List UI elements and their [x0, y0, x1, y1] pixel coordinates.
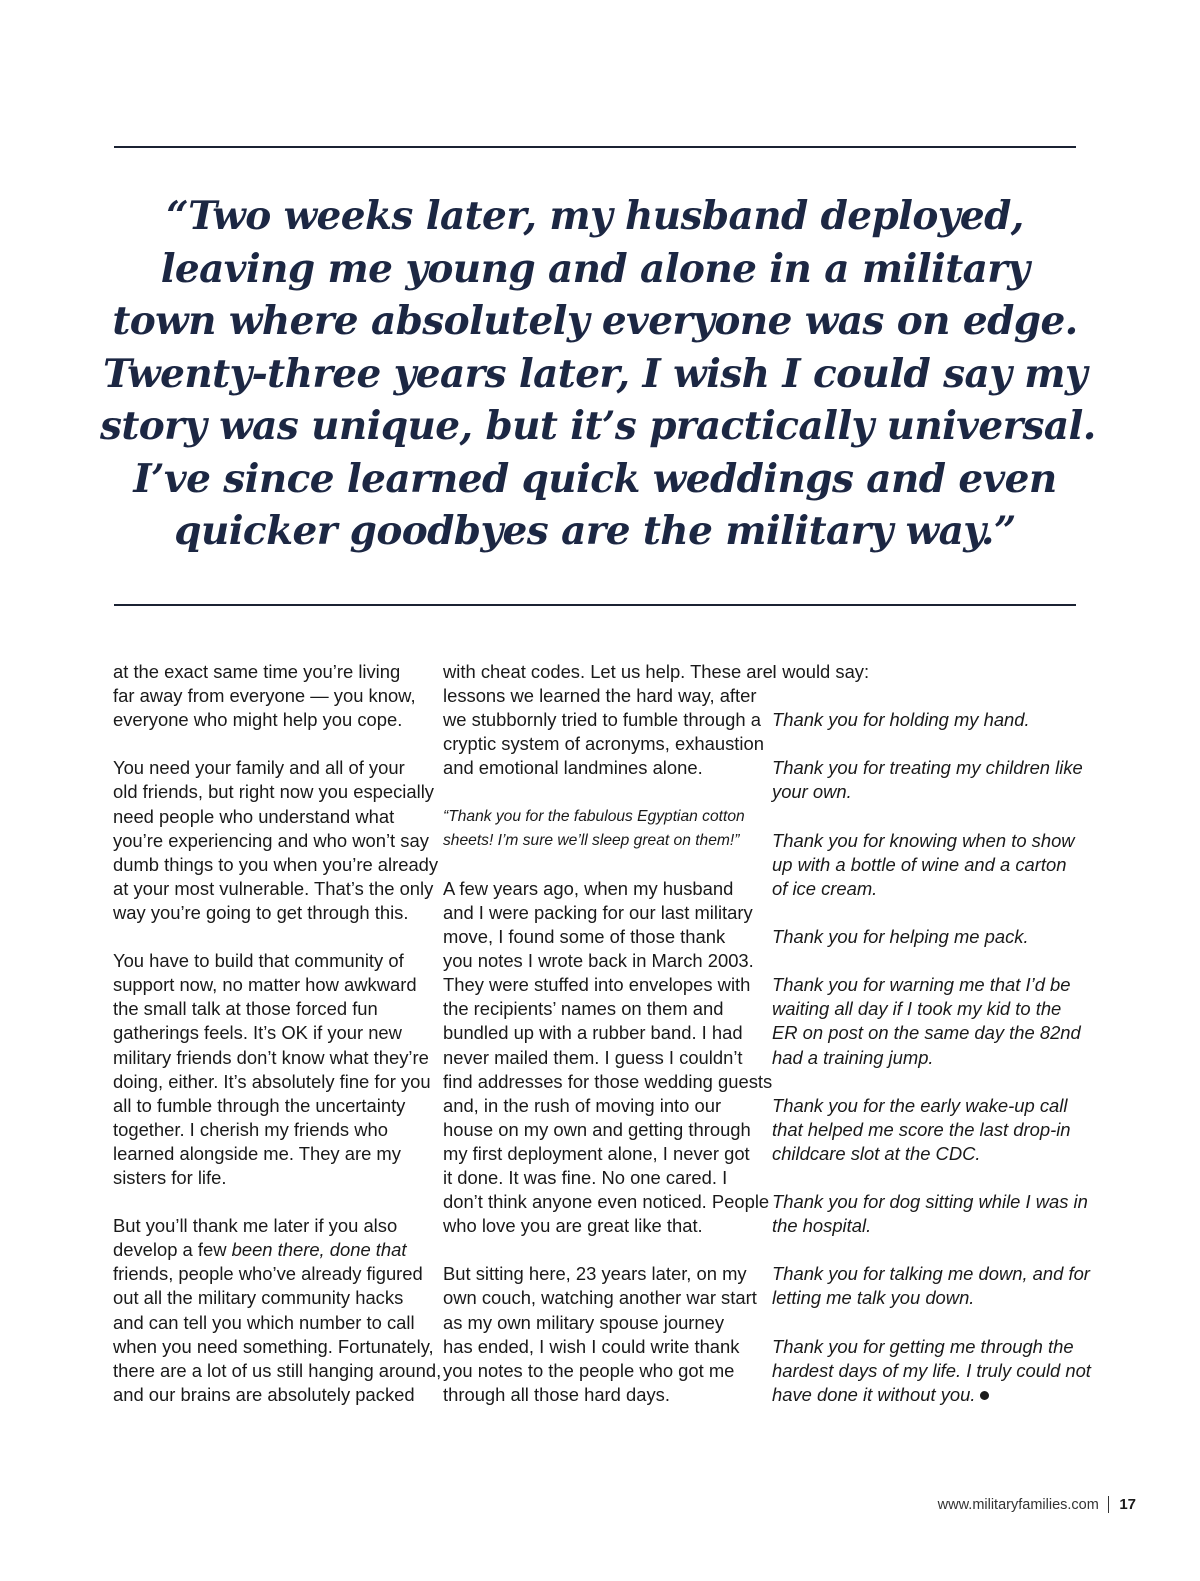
text-line: way you’re going to get through this. — [113, 901, 409, 923]
article-column-3 — [772, 660, 1091, 1431]
thank-you-note — [772, 829, 1084, 901]
text-line — [772, 1383, 1084, 1407]
paragraph — [113, 1214, 442, 1407]
text-line: sisters for life. — [113, 1166, 227, 1188]
text-line: But sitting here, 23 years later, on my — [443, 1263, 747, 1285]
text-line: Thank you for treating my children like — [772, 757, 1083, 779]
text-line: Thank you for holding my hand. — [772, 709, 1030, 731]
text-line: You need your family and all of your — [113, 757, 405, 779]
text-line: cryptic system of acronyms, exhaustion — [443, 733, 764, 755]
text-run: develop a few — [113, 1239, 232, 1261]
text-line: the hospital. — [772, 1215, 872, 1237]
text-line: Thank you for knowing when to show — [772, 829, 1075, 851]
footer-website-url: www.militaryfamilies.com — [937, 1496, 1099, 1513]
text-line: at the exact same time you’re living — [113, 661, 401, 682]
text-line: together. I cherish my friends who — [113, 1118, 388, 1140]
text-line: house on my own and getting through — [443, 1118, 751, 1140]
text-line: and I were packing for our last military — [443, 901, 753, 923]
article-column-1 — [113, 660, 442, 1431]
pull-quote-line: quicker goodbyes are the military way.” — [174, 508, 1016, 554]
pull-quote-line: town where absolutely everyone was on edge. — [112, 298, 1078, 344]
text-line: and, in the rush of moving into our — [443, 1094, 722, 1116]
text-line: Thank you for the early wake-up call — [772, 1094, 1068, 1116]
text-line: sheets! I’m sure we’ll sleep great on them!” — [443, 831, 740, 849]
pull-quote-line: leaving me young and alone in a military — [160, 245, 1030, 292]
thank-you-note — [772, 973, 1084, 1069]
text-line: has ended, I wish I could write thank — [443, 1335, 740, 1357]
text-line: don’t think anyone even noticed. People — [443, 1191, 770, 1213]
text-line: own couch, watching another war start — [443, 1287, 757, 1309]
text-line: Thank you for warning me that I’d be — [772, 974, 1071, 996]
text-line: my first deployment alone, I never got — [443, 1142, 750, 1164]
text-line: They were stuffed into envelopes with — [443, 974, 751, 996]
text-line: ER on post on the same day the 82nd — [772, 1022, 1081, 1044]
article-column-2 — [443, 660, 773, 1431]
text-line: everyone who might help you cope. — [113, 709, 403, 731]
paragraph — [113, 756, 439, 925]
text-line: when you need something. Fortunately, — [113, 1335, 434, 1357]
text-line: friends, people who’ve already figured — [113, 1263, 423, 1285]
text-line: with cheat codes. Let us help. These are — [443, 661, 773, 682]
text-line: all to fumble through the uncertainty — [113, 1094, 406, 1116]
text-line: childcare slot at the CDC. — [772, 1142, 981, 1164]
text-line: letting me talk you down. — [772, 1287, 975, 1309]
text-line: had a training jump. — [772, 1046, 934, 1068]
thank-you-note — [772, 1262, 1090, 1310]
thank-you-note — [772, 925, 1084, 949]
page-footer — [938, 1496, 1136, 1513]
text-line: the recipients’ names on them and — [443, 998, 724, 1020]
text-line: of ice cream. — [772, 877, 878, 899]
text-line: hardest days of my life. I truly could not — [772, 1359, 1091, 1381]
text-line: up with a bottle of wine and a carton — [772, 853, 1067, 875]
text-line: Thank you for helping me pack. — [772, 926, 1029, 948]
text-line: old friends, but right now you especially — [113, 781, 434, 803]
text-line: never mailed them. I guess I couldn’t — [443, 1046, 743, 1068]
top-rule — [114, 146, 1076, 148]
text-line: and our brains are absolutely packed — [113, 1383, 415, 1405]
text-line: “Thank you for the fabulous Egyptian cotton — [443, 807, 745, 825]
text-line: But you’ll thank me later if you also — [113, 1215, 398, 1237]
text-line: out all the military community hacks — [113, 1287, 404, 1309]
paragraph — [772, 660, 1084, 684]
text-line: the small talk at those forced fun — [113, 998, 378, 1020]
text-line: move, I found some of those thank — [443, 926, 726, 948]
pull-quote-line: “Two weeks later, my husband deployed, — [166, 193, 1024, 239]
bottom-rule — [114, 604, 1076, 606]
text-line: lessons we learned the hard way, after — [443, 685, 757, 707]
thank-you-note — [772, 708, 1084, 732]
text-line: you’re experiencing and who won’t say — [113, 829, 429, 851]
text-run: have done it without you. — [772, 1383, 976, 1405]
text-line: find addresses for those wedding guests — [443, 1070, 773, 1092]
pull-quote-line: Twenty-three years later, I wish I could say my — [103, 350, 1087, 397]
text-line: A few years ago, when my husband — [443, 877, 734, 899]
emphasis-text: been there, done that — [231, 1239, 407, 1261]
text-line: you notes to the people who got me — [443, 1359, 735, 1381]
paragraph — [443, 1262, 763, 1407]
text-line: it done. It was fine. No one cared. I — [443, 1166, 728, 1188]
text-line: and emotional landmines alone. — [443, 757, 703, 779]
text-line: You have to build that community of — [113, 950, 404, 972]
text-line: doing, either. It’s absolutely fine for you — [113, 1070, 431, 1092]
page-number: 17 — [1119, 1496, 1136, 1513]
text-line: at your most vulnerable. That’s the only — [113, 877, 434, 899]
end-of-article-dot-icon — [980, 1391, 989, 1400]
text-line: we stubbornly tried to fumble through a — [443, 709, 761, 731]
text-line: learned alongside me. They are my — [113, 1142, 401, 1164]
text-line: support now, no matter how awkward — [113, 974, 417, 996]
text-line: you notes I wrote back in March 2003. — [443, 950, 754, 972]
thank-you-note — [772, 1190, 1088, 1238]
text-line: dumb things to you when you’re already — [113, 853, 439, 875]
text-line: as my own military spouse journey — [443, 1311, 725, 1333]
text-line: there are a lot of us still hanging around, — [113, 1359, 442, 1381]
text-line: bundled up with a rubber band. I had — [443, 1022, 743, 1044]
text-line: your own. — [772, 781, 852, 803]
text-line: gatherings feels. It’s OK if your new — [113, 1022, 402, 1044]
pull-quote — [100, 190, 1096, 558]
text-line: Thank you for getting me through the — [772, 1335, 1074, 1357]
text-line: who love you are great like that. — [443, 1215, 703, 1237]
text-line: Thank you for dog sitting while I was in — [772, 1191, 1088, 1213]
paragraph — [113, 949, 433, 1190]
paragraph — [443, 877, 773, 1238]
text-line: and can tell you which number to call — [113, 1311, 415, 1333]
pull-quote-line: story was unique, but it’s practically universal. — [100, 403, 1096, 449]
text-line: military friends don’t know what they’re — [113, 1046, 429, 1068]
text-line: through all those hard days. — [443, 1383, 670, 1405]
text-line: Thank you for talking me down, and for — [772, 1263, 1090, 1285]
paragraph — [443, 660, 773, 780]
pull-quote-line: I’ve since learned quick weddings and even — [133, 455, 1057, 502]
text-line: need people who understand what — [113, 805, 395, 827]
footer-divider — [1108, 1496, 1110, 1513]
text-line — [113, 1238, 433, 1262]
thank-you-note — [772, 756, 1084, 804]
thank-you-note — [772, 1335, 1091, 1407]
inline-quote — [443, 805, 763, 853]
paragraph — [113, 660, 433, 732]
text-line: far away from everyone — you know, — [113, 685, 416, 707]
text-line: waiting all day if I took my kid to the — [772, 998, 1062, 1020]
thank-you-note — [772, 1094, 1084, 1166]
text-line: that helped me score the last drop-in — [772, 1118, 1071, 1140]
text-line: I would say: — [772, 661, 870, 682]
